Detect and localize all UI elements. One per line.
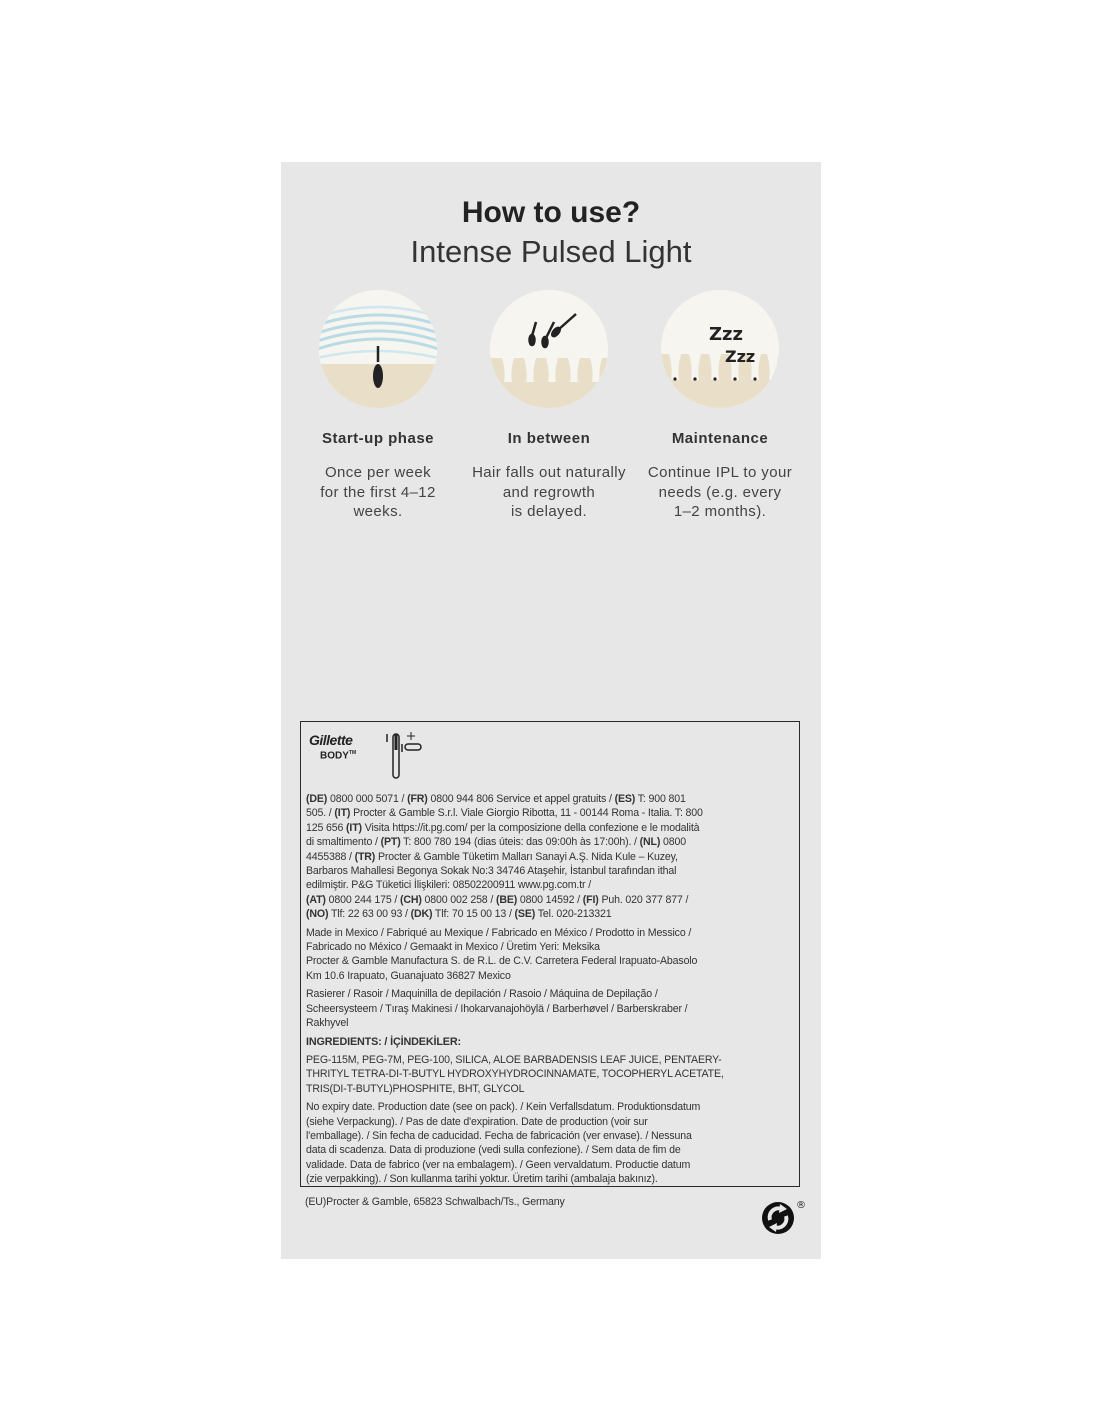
- step-description: Hair falls out naturally and regrowth is delayed.: [472, 464, 626, 520]
- legal-line: Made in Mexico / Fabriqué au Mexique / Fabricado en México / Prodotto in Messico /: [306, 926, 692, 939]
- razor-and-blade-icon: [383, 730, 423, 780]
- product-names: [306, 987, 794, 1030]
- legal-line: 505. / (IT) Procter & Gamble S.r.l. Viale Giorgio Ribotta, 11 - 00144 Roma - Italia. T: 800: [306, 807, 703, 820]
- gillette-logo: Gillette: [309, 732, 353, 748]
- sleeping-follicles-icon: [661, 290, 779, 408]
- legal-line: Rasierer / Rasoir / Maquinilla de depilación / Rasoio / Máquina de Depilação /: [306, 988, 658, 1001]
- legal-line: validade. Data de fabrico (ver na embalagem). / Geen vervaldatum. Productie datum: [306, 1158, 691, 1171]
- eu-address: (EU)Procter & Gamble, 65823 Schwalbach/Ts., Germany: [305, 1196, 565, 1208]
- legal-line: 125 656 (IT) Visita https://it.pg.com/ per la composizione della confezione e le modalità: [306, 821, 700, 834]
- legal-line: (zie verpakking). / Son kullanma tarihi yoktur. Üretim tarihi (ambalaja bakınız).: [306, 1173, 658, 1186]
- legal-line: Km 10.6 Irapuato, Guanajuato 36827 Mexico: [306, 969, 511, 982]
- zzz-label: Zzz: [725, 347, 756, 366]
- legal-line: Rakhyvel: [306, 1017, 349, 1030]
- hair-fall-icon: [490, 290, 608, 408]
- page-title: How to use?: [461, 196, 641, 229]
- body-logo: BODY™: [320, 750, 357, 762]
- svg-text:®: ®: [796, 1200, 806, 1211]
- zzz-label: Zzz: [709, 324, 744, 345]
- expiry-info: [306, 1100, 794, 1186]
- legal-line: (AT) 0800 244 175 / (CH) 0800 002 258 / (BE) 0800 14592 / (FI) Puh. 020 377 877 /: [306, 893, 689, 906]
- legal-line: l'emballage). / Sin fecha de caducidad. Fecha de fabricación (ver envase). / Nessuna: [306, 1129, 692, 1142]
- ingredients-list: [306, 1053, 794, 1096]
- legal-line: data di scadenza. Data di produzione (vedi sulla confezione). / Sem data de fim de: [306, 1144, 681, 1157]
- hair-pulse-icon: [319, 290, 437, 408]
- legal-info-box: [300, 721, 800, 1187]
- legal-line: (siehe Verpackung). / Pas de date d'expiration. Date de production (voir sur: [306, 1115, 648, 1128]
- step-title: Maintenance: [671, 430, 769, 447]
- legal-line: 4455388 / (TR) Procter & Gamble Tüketim Malları Sanayi A.Ş. Nida Kule – Kuzey,: [306, 850, 678, 863]
- step-in-between: [459, 290, 639, 522]
- legal-line: edilmiştir. P&G Tüketici İlişkileri: 08502200911 www.pg.com.tr /: [306, 879, 591, 892]
- step-description: Once per week for the first 4–12 weeks.: [320, 464, 436, 520]
- step-startup: [288, 290, 468, 522]
- legal-line: No expiry date. Production date (see on pack). / Kein Verfallsdatum. Produktionsdatum: [306, 1101, 701, 1114]
- legal-text: [306, 792, 794, 1191]
- ingredients-heading: INGREDIENTS: / İÇİNDEKİLER:: [306, 1035, 461, 1048]
- step-maintenance: [630, 290, 810, 522]
- service-contacts: [306, 792, 794, 922]
- step-title: In between: [507, 430, 591, 447]
- legal-line: TRIS(DI-T-BUTYL)PHOSPHITE, BHT, GLYCOL: [306, 1082, 525, 1095]
- legal-line: Fabricado no México / Gemaakt in Mexico / Üretim Yeri: Meksika: [306, 941, 600, 954]
- legal-line: Barbaros Mahallesi Begonya Sokak No:3 34746 Ataşehir, İstanbul tarafından ithal: [306, 865, 677, 878]
- legal-line: (DE) 0800 000 5071 / (FR) 0800 944 806 Service et appel gratuits / (ES) T: 900 801: [306, 793, 686, 805]
- instruction-panel: [281, 162, 821, 1259]
- step-description: Continue IPL to your needs (e.g. every 1–2 months).: [647, 464, 793, 520]
- legal-line: THRITYL TETRA-DI-T-BUTYL HYDROXYHYDROCINNAMATE, TOCOPHERYL ACETATE,: [306, 1068, 724, 1081]
- legal-line: PEG-115M, PEG-7M, PEG-100, SILICA, ALOE BARBADENSIS LEAF JUICE, PENTAERY-: [306, 1053, 722, 1066]
- step-title: Start-up phase: [321, 430, 434, 447]
- legal-line: di smaltimento / (PT) T: 800 780 194 (dias úteis: das 09:00h às 17:00h). / (NL) 0800: [306, 836, 686, 849]
- manufacturing-info: [306, 926, 794, 984]
- page-subtitle: Intense Pulsed Light: [410, 234, 692, 269]
- green-dot-recycling-icon: [760, 1198, 806, 1244]
- legal-line: Procter & Gamble Manufactura S. de R.L. de C.V. Carretera Federal Irapuato-Abasolo: [306, 955, 698, 968]
- legal-line: (NO) Tlf: 22 63 00 93 / (DK) Tlf: 70 15 00 13 / (SE) Tel. 020-213321: [306, 908, 612, 921]
- legal-line: Scheersysteem / Tıraş Makinesi / Ihokarvanajohöylä / Barberhøvel / Barberskraber /: [306, 1002, 688, 1015]
